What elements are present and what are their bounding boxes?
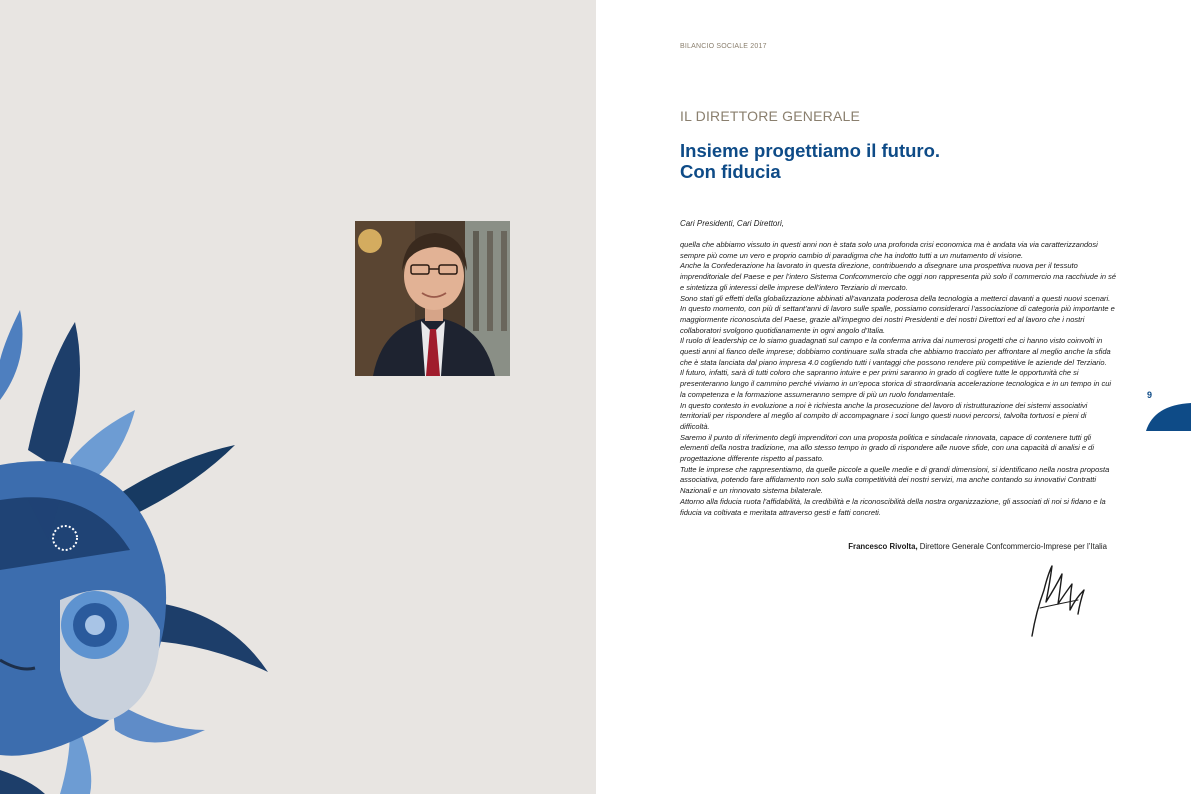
page-title xyxy=(680,140,1100,182)
director-portrait-photo xyxy=(355,221,510,376)
signer-name: Francesco Rivolta, xyxy=(848,542,918,551)
letter-paragraph: Anche la Confederazione ha lavorato in questa direzione, contribuendo a disegnare una prospettiva nuova per il tessuto imprenditoriale del Paese e per l’intero Sistema Confcommercio che oggi non rappresenta più solo il commercio ma racchiude in sé e sintetizza gli interessi delle imprese dell’intero Terziario di mercato. xyxy=(680,261,1117,292)
letter-paragraph: quella che abbiamo vissuto in questi anni non è stata solo una profonda crisi economica ma è andata via via caratterizzandosi sempre più come un vero e proprio cambio di paradigma che ha indotto tutti a un mutamento di visione. xyxy=(680,240,1098,260)
sun-mask-illustration xyxy=(0,300,300,794)
page-title-line-1: Insieme progettiamo il futuro. xyxy=(680,140,941,161)
letter-paragraph: Attorno alla fiducia ruota l’affidabilità, la credibilità e la riconoscibilità della nostra organizzazione, gli associati di noi si fidano e la fiducia va coltivata e meritata attraverso gesti e fatti concreti. xyxy=(680,496,1106,517)
letter-paragraph: Saremo il punto di riferimento degli imprenditori con una proposta politica e sindacale rinnovata, capace di contenere tutti gli elementi della nostra tradizione, ma allo stesso tempo in grado di rispondere alle nuove sfide, con una capacità di analisi e di progettazione differente rispetto al passato. xyxy=(680,432,1094,464)
page-number: 9 xyxy=(1147,390,1153,400)
running-header: BILANCIO SOCIALE 2017 xyxy=(680,43,767,50)
signer-role: Direttore Generale Confcommercio-Imprese per l’Italia xyxy=(917,542,1107,551)
right-page xyxy=(596,0,1191,794)
letter-paragraph: Il futuro, infatti, sarà di tutti coloro che sapranno intuire e per primi saranno in grado di cogliere tutte le opportunità che si presenteranno lungo il cammino perché viviamo in un’epoca storica di straordinaria accelerazione tecnologica e in un tempo in cui la competenza e la formazione assumeranno sempre di più un ruolo fondamentale. xyxy=(680,368,1112,399)
handwritten-signature xyxy=(1026,560,1096,640)
section-title: IL DIRETTORE GENERALE xyxy=(680,108,861,124)
letter-body xyxy=(680,240,1118,518)
letter-paragraph: Il ruolo di leadership ce lo siamo guadagnati sul campo e la conferma arriva dai numerosi progetti che ci hanno visto coinvolti in questi anni al fianco delle imprese; dobbiamo continuare sulla strada che abbiamo tracciato per affrontare al meglio anche la sfida che è stata lanciata dal piano impresa 4.0 cogliendo tutti i vantaggi che possono rendere più competitive le aziende del Terziario. xyxy=(680,336,1111,367)
letter-paragraph: Sono stati gli effetti della globalizzazione abbinati all’avanzata poderosa della tecnologia a metterci davanti a questi nuovi scenari. In questo momento, con più di settant’anni di lavoro sulle spalle, possiamo considerarci l’associazione di categoria più importante e maggiormente riconosciuta del Paese, grazie all’impegno dei nostri Presidenti e dei nostri Direttori ed al lavoro che i nostri collaboratori svolgono quotidianamente in ogni angolo d’Italia. xyxy=(680,293,1115,335)
letter-greeting: Cari Presidenti, Cari Direttori, xyxy=(680,219,785,228)
letter-paragraph: In questo contesto in evoluzione a noi è richiesta anche la prosecuzione del lavoro di ristrutturazione dei sistemi associativi territoriali per rispondere al meglio al compito di accompagnare i soci lungo questi nuovi percorsi, talvolta tortuosi e pieni di difficoltà. xyxy=(680,400,1088,431)
page-title-line-2: Con fiducia xyxy=(680,161,781,182)
letter-paragraph: Tutte le imprese che rappresentiamo, da quelle piccole a quelle medie e di grandi dimensioni, si identificano nella nostra proposta associativa, potendo fare affidamento non solo sulla competitività dei nostri servizi, ma anche contando su innovativi Contratti Nazionali e un rinnovato sistema bilaterale. xyxy=(680,464,1110,496)
page-number-tab xyxy=(1146,403,1191,431)
letter-signer xyxy=(848,542,1107,551)
